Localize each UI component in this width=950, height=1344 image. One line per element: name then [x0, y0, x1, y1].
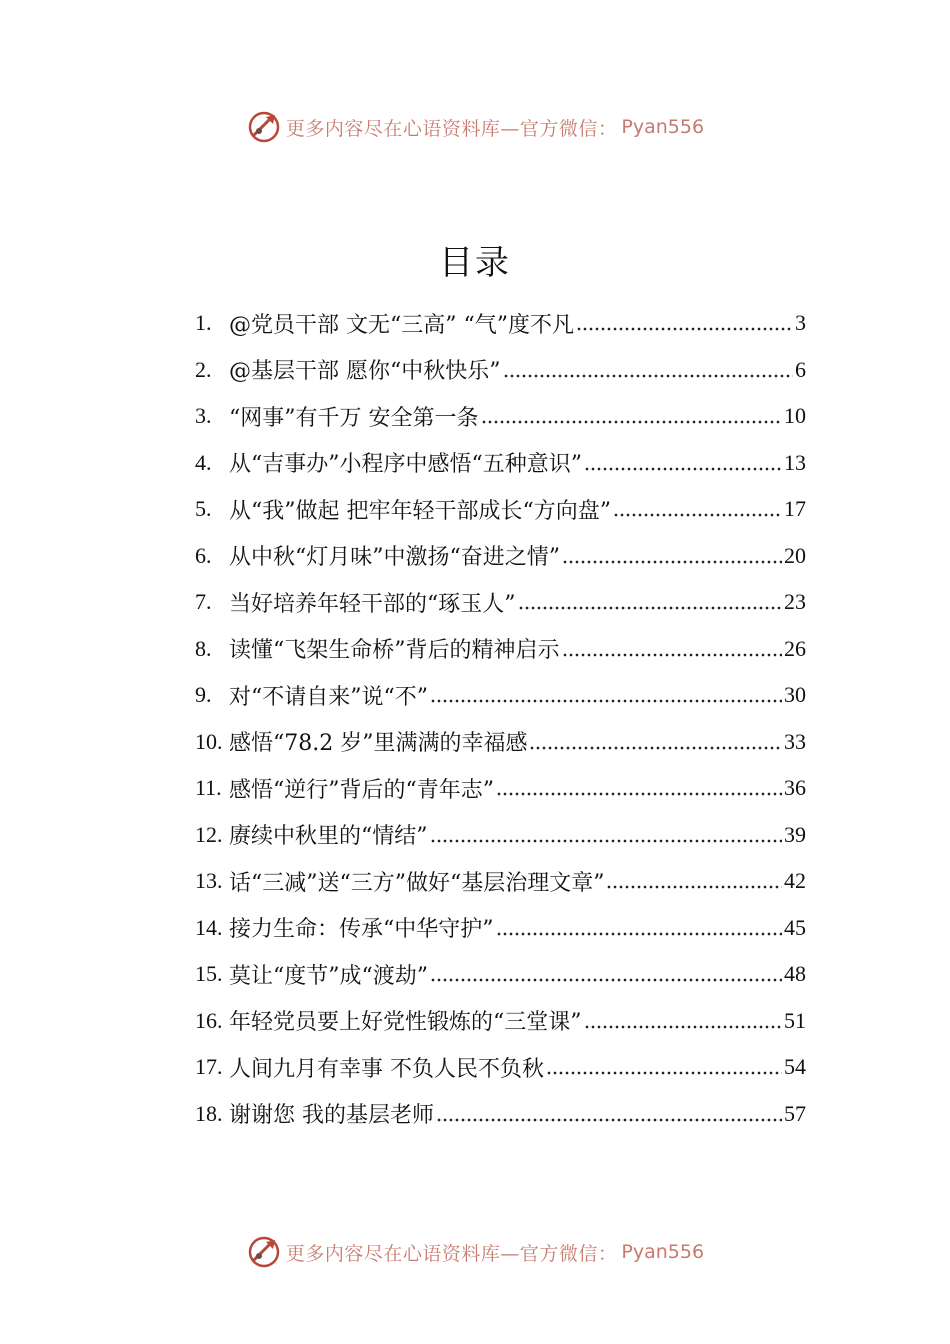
logo-icon: [246, 109, 282, 145]
footer-banner: [0, 1232, 950, 1272]
toc-item-13[interactable]: [195, 858, 806, 905]
toc-leader-dots: [503, 357, 794, 379]
toc-page-number: 6: [795, 356, 806, 382]
toc-leader-dots: [576, 310, 793, 332]
toc-number: 7.: [195, 589, 212, 615]
toc-item-1[interactable]: [195, 300, 806, 347]
toc-number: 1.: [195, 310, 212, 336]
toc-title: @基层干部 愿你“中秋快乐”: [229, 359, 501, 385]
toc-page-number: 36: [784, 775, 806, 801]
toc-title: @党员干部 文无“三高” “气”度不凡: [229, 312, 574, 338]
toc-title: 从中秋“灯月味”中激扬“奋进之情”: [229, 545, 560, 571]
toc-title: 接力生命：传承“中华守护”: [229, 917, 494, 943]
toc-item-9[interactable]: [195, 672, 806, 719]
toc-number: 14.: [195, 914, 223, 940]
toc-leader-dots: [584, 450, 782, 472]
banner-wechat-id: Pyan556: [621, 116, 705, 138]
toc-title: 话“三减”送“三方”做好“基层治理文章”: [229, 870, 605, 896]
toc-title: 对“不请自来”说“不”: [229, 684, 428, 710]
toc-page-number: 48: [784, 961, 806, 987]
toc-leader-dots: [546, 1054, 782, 1076]
toc-title: 人间九月有幸事 不负人民不负秋: [229, 1056, 544, 1082]
toc-number: 6.: [195, 542, 212, 568]
toc-number: 9.: [195, 682, 212, 708]
toc-leader-dots: [496, 775, 782, 797]
toc-number: 15.: [195, 961, 223, 987]
toc-page-number: 20: [784, 542, 806, 568]
toc-leader-dots: [430, 961, 782, 983]
table-of-contents: [195, 300, 806, 1137]
toc-item-18[interactable]: [195, 1091, 806, 1138]
toc-item-10[interactable]: [195, 719, 806, 766]
toc-item-17[interactable]: [195, 1044, 806, 1091]
toc-title: 感悟“逆行”背后的“青年志”: [229, 777, 494, 803]
toc-title: “网事”有千万 安全第一条: [229, 405, 479, 431]
toc-item-15[interactable]: [195, 951, 806, 998]
toc-leader-dots: [562, 636, 783, 658]
toc-page-number: 3: [795, 310, 806, 336]
toc-page-number: 30: [784, 682, 806, 708]
toc-item-7[interactable]: [195, 579, 806, 626]
toc-title: 谢谢您 我的基层老师: [229, 1103, 434, 1129]
toc-page-number: 13: [784, 449, 806, 475]
toc-page-number: 33: [784, 728, 806, 754]
toc-item-8[interactable]: [195, 626, 806, 673]
toc-number: 18.: [195, 1100, 223, 1126]
toc-leader-dots: [562, 543, 782, 565]
toc-item-12[interactable]: [195, 812, 806, 859]
toc-number: 10.: [195, 728, 223, 754]
toc-title: 当好培养年轻干部的“琢玉人”: [229, 591, 516, 617]
toc-number: 4.: [195, 449, 212, 475]
toc-page-number: 45: [784, 914, 806, 940]
toc-number: 17.: [195, 1054, 223, 1080]
toc-number: 8.: [195, 635, 212, 661]
toc-item-6[interactable]: [195, 533, 806, 580]
toc-number: 16.: [195, 1007, 223, 1033]
toc-leader-dots: [613, 496, 782, 518]
toc-page-number: 54: [784, 1054, 806, 1080]
page-title: 目录: [439, 243, 511, 283]
toc-number: 5.: [195, 496, 212, 522]
toc-page-number: 17: [784, 496, 806, 522]
footer-banner-content: [246, 1234, 704, 1270]
toc-page-number: 57: [784, 1100, 806, 1126]
toc-item-16[interactable]: [195, 998, 806, 1045]
toc-title: 莫让“度节”成“渡劫”: [229, 963, 428, 989]
toc-leader-dots: [496, 915, 783, 937]
toc-item-11[interactable]: [195, 765, 806, 812]
toc-leader-dots: [430, 682, 782, 704]
toc-page-number: 39: [784, 821, 806, 847]
toc-title: 读懂“飞架生命桥”背后的精神启示: [229, 638, 560, 664]
toc-number: 11.: [195, 775, 222, 801]
toc-page-number: 23: [784, 589, 806, 615]
toc-item-4[interactable]: [195, 440, 806, 487]
toc-item-5[interactable]: [195, 486, 806, 533]
toc-item-2[interactable]: [195, 347, 806, 394]
toc-title: 赓续中秋里的“情结”: [229, 824, 428, 850]
toc-leader-dots: [436, 1101, 782, 1123]
toc-leader-dots: [606, 868, 782, 890]
toc-title: 感悟“78.2 岁”里满满的幸福感: [229, 731, 528, 757]
toc-page-number: 42: [784, 868, 806, 894]
banner-text: 更多内容尽在心语资料库—官方微信：: [285, 117, 618, 140]
toc-item-14[interactable]: [195, 905, 806, 952]
toc-number: 12.: [195, 821, 223, 847]
toc-leader-dots: [584, 1008, 783, 1030]
header-banner: [0, 107, 950, 147]
toc-number: 2.: [195, 356, 212, 382]
banner-text: 更多内容尽在心语资料库—官方微信：: [285, 1242, 618, 1265]
toc-leader-dots: [518, 589, 783, 611]
toc-leader-dots: [430, 822, 783, 844]
header-banner-content: [246, 109, 704, 145]
toc-leader-dots: [529, 729, 782, 751]
toc-item-3[interactable]: [195, 393, 806, 440]
toc-number: 3.: [195, 403, 212, 429]
logo-icon: [246, 1234, 282, 1270]
banner-wechat-id: Pyan556: [621, 1241, 705, 1263]
toc-leader-dots: [481, 403, 783, 425]
toc-title: 从“我”做起 把牢年轻干部成长“方向盘”: [229, 498, 611, 524]
toc-title: 年轻党员要上好党性锻炼的“三堂课”: [229, 1010, 582, 1036]
toc-page-number: 51: [784, 1007, 806, 1033]
toc-page-number: 10: [784, 403, 806, 429]
toc-page-number: 26: [784, 635, 806, 661]
toc-number: 13.: [195, 868, 223, 894]
toc-title: 从“吉事办”小程序中感悟“五种意识”: [229, 452, 582, 478]
